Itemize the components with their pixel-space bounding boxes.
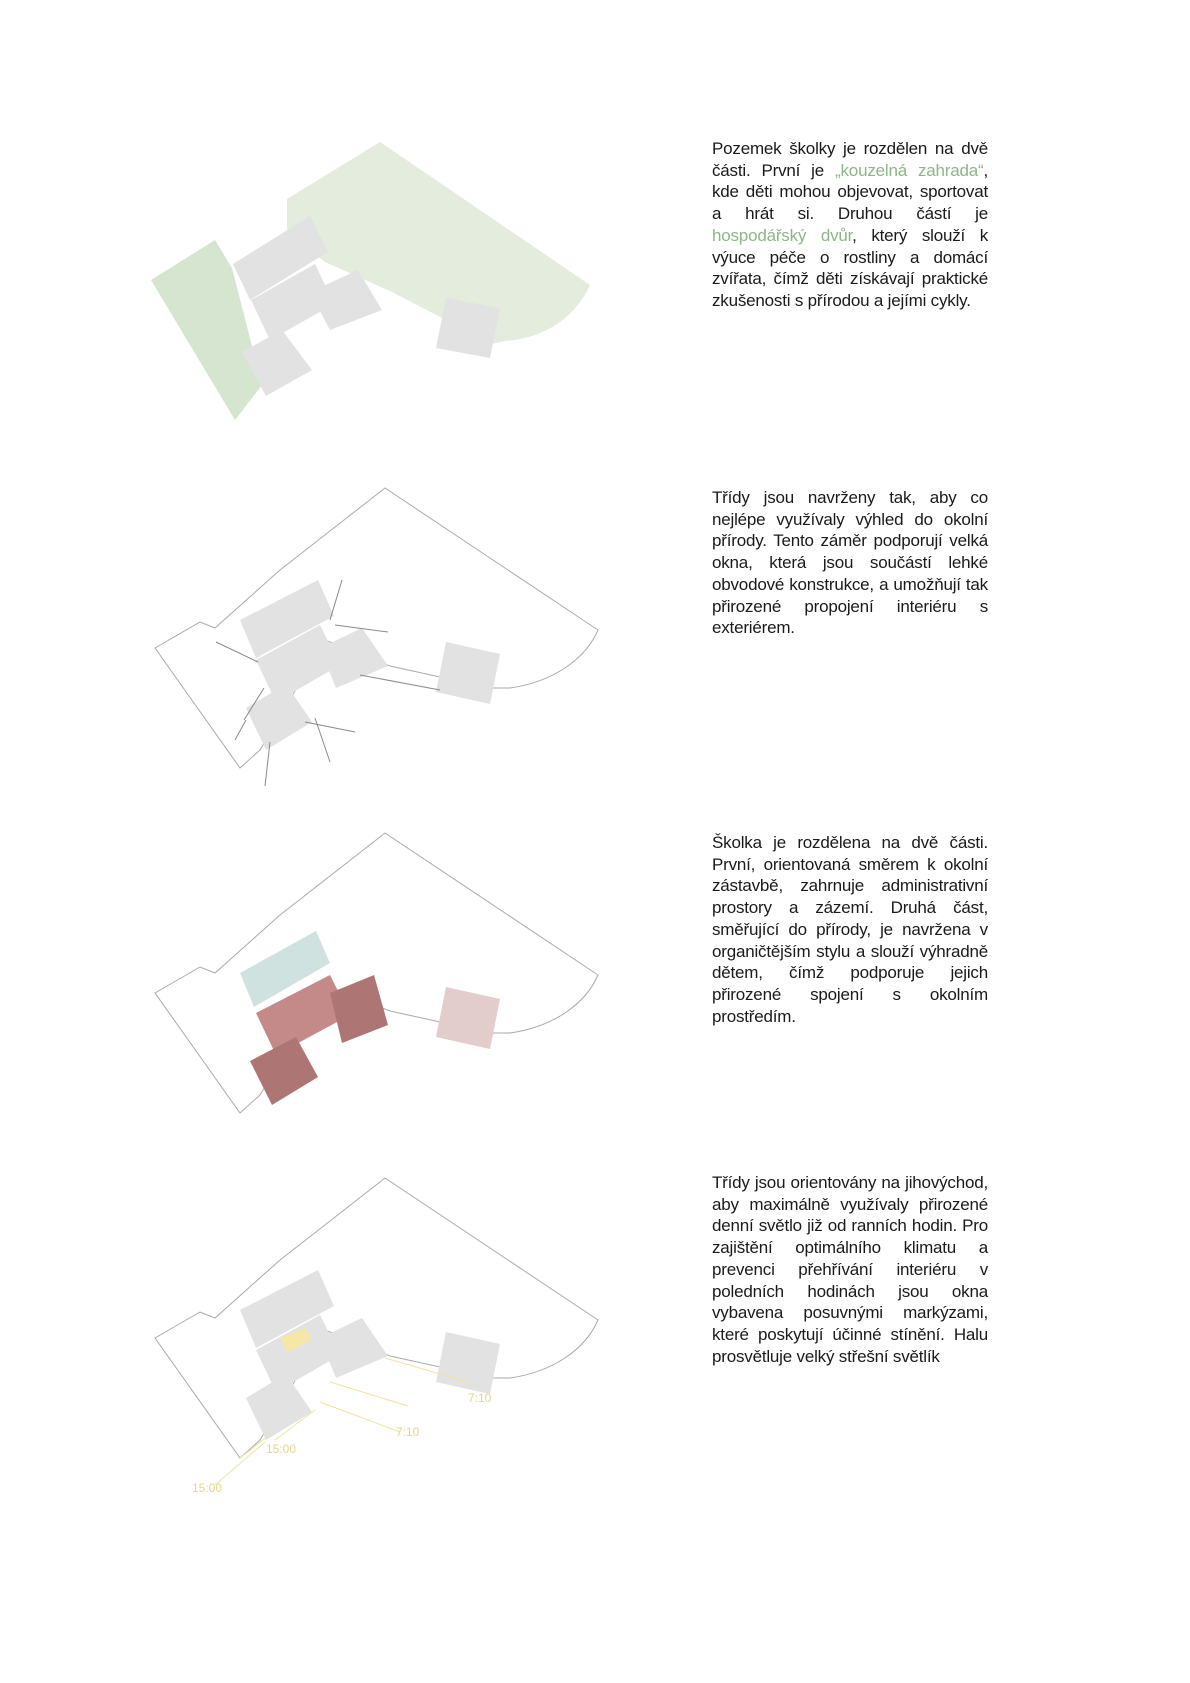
time-label-1500-b: 15:00 — [192, 1481, 223, 1495]
building-outbuilding — [436, 642, 500, 704]
section1-text-after: , který slouží k výuce péče o rostliny a domácí zvířata, čímž děti získávají praktické zkušenosti s přírodou a jejími cykly. — [712, 225, 988, 310]
section1-text-middle: , kde děti mohou objevovat, sportovat a hrát si. Druhou částí je — [712, 160, 988, 224]
section3-text: Školka je rozdělena na dvě části. První, orientovaná směrem k okolní zástavbě, zahrnuje administrativní prostory a zázemí. Druhá část, směřující do přírody, je navržena v organičtějším stylu a slouží výhradně dětem, čímž podporuje jejich přirozené spojení s okolním prostředím. — [712, 833, 988, 1026]
outbuilding-zone — [436, 987, 500, 1049]
sun-lines — [215, 1358, 475, 1485]
building-east — [320, 628, 388, 688]
building-east — [320, 1318, 388, 1378]
building-southwest — [246, 1374, 312, 1440]
site-plan-garden-zones — [0, 120, 640, 460]
buildings — [240, 1270, 500, 1440]
site-plan-functional-zones — [0, 815, 640, 1155]
section2-text: Třídy jsou navrženy tak, aby co nejlépe využívaly výhled do okolní přírody. Tento záměr podporují velká okna, která jsou součástí lehké obvodové konstrukce, a umožňují tak přirozené propojení interiéru s exteriérem. — [712, 488, 988, 638]
text-block-3 — [712, 832, 988, 1027]
time-label-1500-a: 15:00 — [266, 1442, 297, 1456]
text-block-2 — [712, 487, 988, 639]
site-outline — [155, 833, 598, 1113]
farmyard-highlight: hospodářský dvůr — [712, 225, 853, 245]
children-zone-east — [330, 975, 388, 1043]
building-outbuilding — [436, 1332, 500, 1394]
site-plan-sun-orientation — [0, 1160, 640, 1500]
site-plan-views — [0, 470, 640, 810]
site-outline — [155, 1178, 598, 1458]
building-outbuilding — [436, 298, 500, 358]
text-block-4 — [712, 1172, 988, 1367]
building-southwest — [246, 684, 312, 750]
magic-garden-highlight: „kouzelná zahrada“ — [835, 160, 984, 180]
site-outline — [155, 488, 598, 768]
section4-text: Třídy jsou orientovány na jihovýchod, aby maximálně využívaly přirozené denní světlo již od ranních hodin. Pro zajištění optimálního klimatu a prevenci přehřívání interiéru v poledních hodinách jsou okna vybavena posuvnými markýzami, které poskytují účinné stínění. Halu prosvětluje velký střešní světlík — [712, 1173, 988, 1366]
text-block-1 — [712, 138, 988, 312]
buildings — [240, 580, 500, 750]
section1-text-before: Pozemek školky je rozdělen na dvě části. První je — [712, 139, 988, 180]
time-label-0710-b: 7:10 — [396, 1425, 420, 1439]
time-label-0710-a: 7:10 — [468, 1391, 492, 1405]
